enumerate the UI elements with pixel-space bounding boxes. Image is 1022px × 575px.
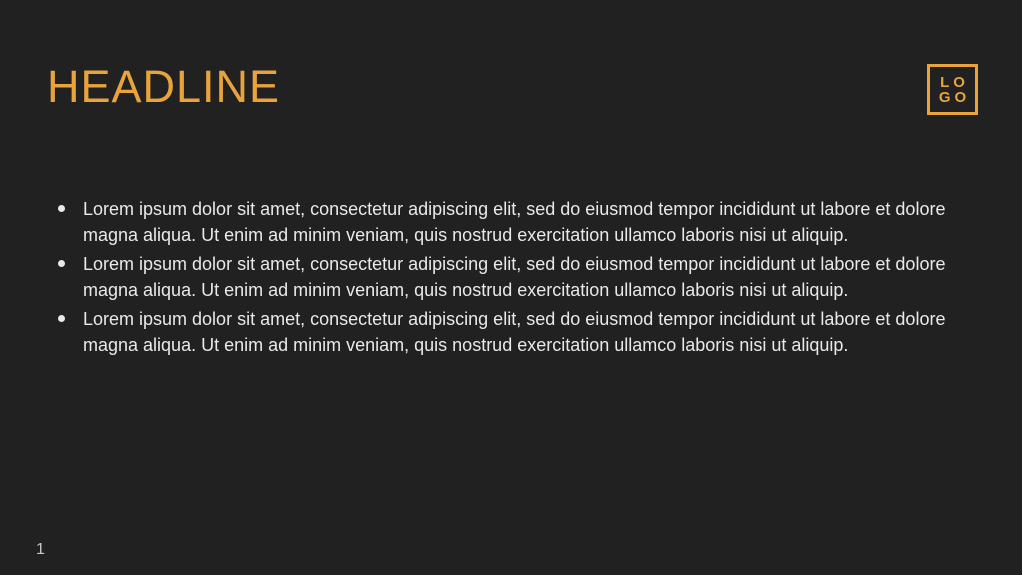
list-item bbox=[57, 251, 972, 303]
list-item bbox=[57, 196, 972, 248]
bullet-dot-icon bbox=[58, 315, 65, 322]
bullet-dot-icon bbox=[58, 260, 65, 267]
page-number: 1 bbox=[36, 541, 45, 558]
list-item bbox=[57, 306, 972, 358]
logo-text-line-2: GO bbox=[938, 88, 971, 106]
logo-text-line-1: LO bbox=[940, 73, 969, 91]
bullet-list bbox=[57, 196, 972, 361]
bullet-text: Lorem ipsum dolor sit amet, consectetur adipiscing elit, sed do eiusmod tempor incididunt ut labore et dolore magna aliqua. Ut enim ad minim veniam, quis nostrud exercitation ullamco laboris nisi ut aliquip. bbox=[83, 254, 946, 300]
logo bbox=[927, 64, 978, 115]
bullet-dot-icon bbox=[58, 205, 65, 212]
bullet-text: Lorem ipsum dolor sit amet, consectetur adipiscing elit, sed do eiusmod tempor incididunt ut labore et dolore magna aliqua. Ut enim ad minim veniam, quis nostrud exercitation ullamco laboris nisi ut aliquip. bbox=[83, 309, 946, 355]
bullet-text: Lorem ipsum dolor sit amet, consectetur adipiscing elit, sed do eiusmod tempor incididunt ut labore et dolore magna aliqua. Ut enim ad minim veniam, quis nostrud exercitation ullamco laboris nisi ut aliquip. bbox=[83, 199, 946, 245]
slide-title: HEADLINE bbox=[47, 61, 281, 112]
